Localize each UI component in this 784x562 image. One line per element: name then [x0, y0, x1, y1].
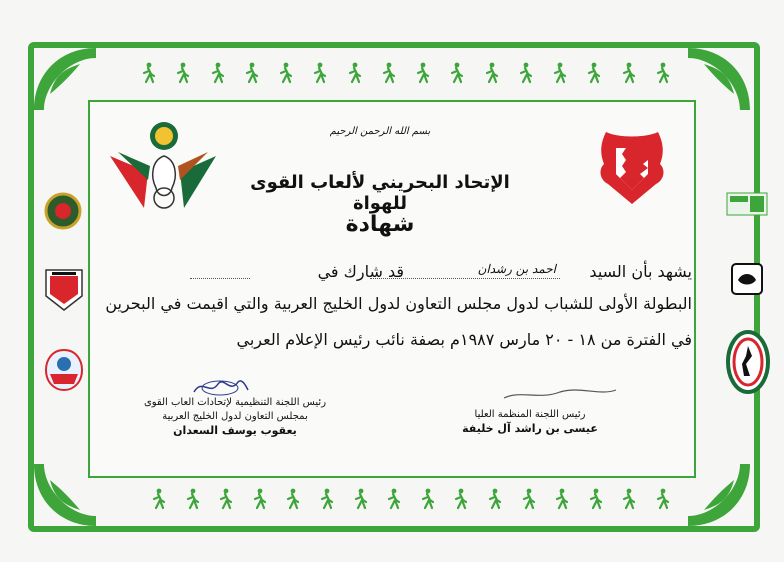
basmala-text: بسم الله الرحمن الرحيم [329, 126, 431, 137]
left-signature-scribble-icon [190, 376, 250, 398]
running-athlete-icon [311, 62, 327, 84]
running-athlete-icon [654, 488, 670, 510]
gcc-falcon-logo-icon [104, 116, 222, 216]
running-athlete-icon [174, 62, 190, 84]
running-athlete-icon [520, 488, 536, 510]
running-athlete-icon [486, 488, 502, 510]
running-athlete-icon [346, 62, 362, 84]
recipient-name: احمد بن رشدان [477, 262, 556, 276]
bahrain-emblem-icon [596, 124, 668, 206]
running-athlete-icon [243, 62, 259, 84]
athletics-badge-icon [44, 348, 84, 392]
running-athlete-icon [184, 488, 200, 510]
running-athlete-icon [284, 488, 300, 510]
period-role-text: في الفترة من ١٨ - ٢٠ مارس ١٩٨٧م بصفة نائب رئيس الإعلام العربي [236, 330, 692, 349]
running-athlete-icon [654, 62, 670, 84]
championship-text: البطولة الأولى للشباب لدول مجلس التعاون لدول الخليج العربية والتي اقيمت في البحرين [105, 294, 692, 313]
discus-thrower-badge-icon [726, 330, 770, 394]
left-signature-title1: رئيس اللجنة التنظيمية لإتحادات العاب القوى [143, 397, 327, 408]
running-athlete-icon [448, 62, 464, 84]
running-athlete-icon [380, 62, 396, 84]
athlete-row-top [140, 62, 670, 84]
right-signature-title: رئيس اللجنة المنظمة العليا [474, 409, 586, 420]
running-athlete-icon [277, 62, 293, 84]
running-athlete-icon [414, 62, 430, 84]
stamp-icon [726, 192, 768, 216]
right-signature-name: عيسى بن راشد آل خليفة [462, 422, 598, 435]
right-signature-scribble-icon [500, 384, 620, 406]
running-athlete-icon [452, 488, 468, 510]
running-athlete-icon [585, 62, 601, 84]
athlete-row-bottom [150, 488, 670, 510]
running-athlete-icon [217, 488, 233, 510]
left-signature-block [140, 396, 330, 438]
running-athlete-icon [551, 62, 567, 84]
running-athlete-icon [209, 62, 225, 84]
spacer-dotted-line [190, 278, 250, 279]
running-athlete-icon [385, 488, 401, 510]
running-athlete-icon [517, 62, 533, 84]
running-athlete-icon [352, 488, 368, 510]
running-athlete-icon [251, 488, 267, 510]
club-badge-icon [730, 262, 764, 296]
right-signature-block [440, 408, 620, 436]
certificate-title: شهادة [345, 212, 415, 237]
running-athlete-icon [587, 488, 603, 510]
federation-name: الإتحاد البحريني لألعاب القوى للهواة [250, 172, 510, 214]
running-athlete-icon [419, 488, 435, 510]
running-athlete-icon [483, 62, 499, 84]
running-athlete-icon [620, 62, 636, 84]
sports-club-badge-icon [44, 192, 82, 230]
running-athlete-icon [620, 488, 636, 510]
participated-text: قد شارك في [317, 262, 404, 281]
left-signature-name: يعقوب يوسف السعدان [173, 424, 297, 437]
left-signature-title2: بمجلس التعاون لدول الخليج العربية [162, 411, 308, 422]
running-athlete-icon [318, 488, 334, 510]
running-athlete-icon [553, 488, 569, 510]
certify-prefix-text: يشهد بأن السيد [589, 262, 692, 281]
running-athlete-icon [150, 488, 166, 510]
federation-badge-icon [44, 268, 84, 312]
running-athlete-icon [140, 62, 156, 84]
